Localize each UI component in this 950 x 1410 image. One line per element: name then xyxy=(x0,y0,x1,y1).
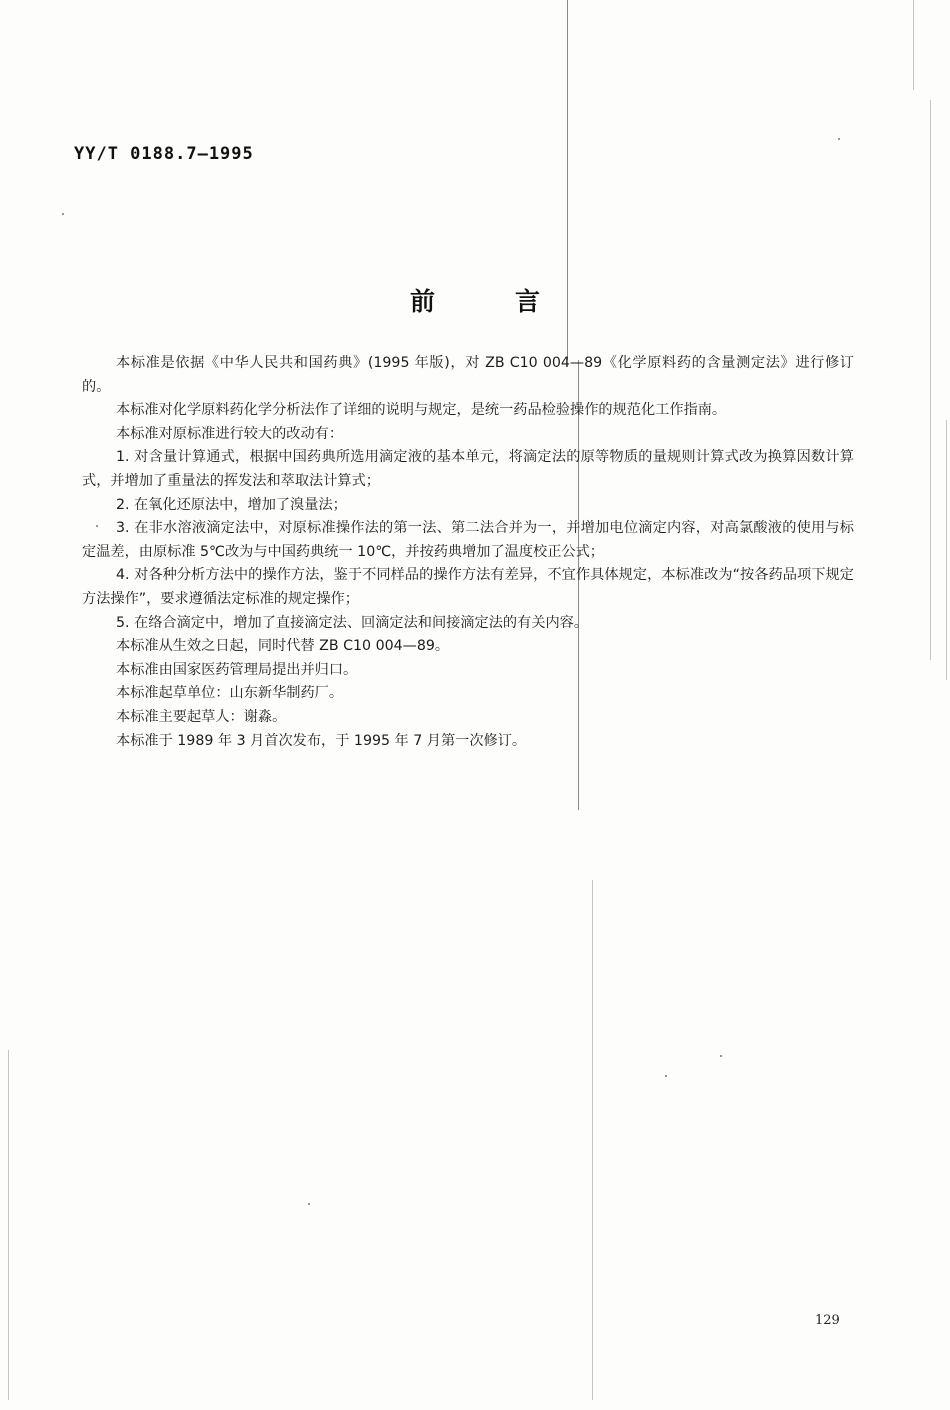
scan-artifact-dot xyxy=(838,138,840,140)
paragraph-scope: 本标准对化学原料药化学分析法作了详细的说明与规定，是统一药品检验操作的规范化工作指南。 xyxy=(116,402,727,419)
scan-artifact-dot xyxy=(308,1203,310,1205)
foreword-body xyxy=(82,352,854,753)
list-item-change-5: 5. 在络合滴定中，增加了直接滴定法、回滴定法和间接滴定法的有关内容。 xyxy=(116,614,589,631)
scan-artifact-line xyxy=(592,880,593,1400)
scan-artifact-line xyxy=(913,0,914,90)
list-item-change-2: 2. 在氧化还原法中，增加了溴量法； xyxy=(116,496,347,513)
paragraph-basis: 本标准是依据《中华人民共和国药典》(1995 年版)，对 ZB C10 004—89《化学原料药的含量测定法》进行修订的。 xyxy=(82,355,854,395)
list-item-change-1: 1. 对含量计算通式，根据中国药典所选用滴定液的基本单元，将滴定法的原等物质的量规则计算式改为换算因数计算式，并增加了重量法的挥发法和萃取法计算式； xyxy=(82,449,854,489)
paragraph-drafting-unit: 本标准起草单位：山东新华制药厂。 xyxy=(116,685,344,702)
scan-artifact-line xyxy=(930,100,931,660)
page-title: 前言 xyxy=(409,287,620,316)
scan-artifact-dot xyxy=(720,1055,722,1057)
list-item-change-3: 3. 在非水溶液滴定法中，对原标准操作法的第一法、第二法合并为一，并增加电位滴定内容，对高氯酸液的使用与标定温差，由原标准 5℃改为与中国药典统一 10℃，并按药典增加了温度校正公式； xyxy=(82,520,854,560)
paragraph-drafter: 本标准主要起草人：谢淼。 xyxy=(116,708,287,725)
scan-artifact-dot xyxy=(62,213,64,215)
scan-artifact-line xyxy=(8,1050,9,1400)
scan-artifact-line xyxy=(946,420,947,680)
list-item-change-4: 4. 对各种分析方法中的操作方法，鉴于不同样品的操作方法有差异，不宜作具体规定，本标准改为“按各药品项下规定方法操作”，要求遵循法定标准的规定操作； xyxy=(82,567,854,607)
paragraph-proposer: 本标准由国家医药管理局提出并归口。 xyxy=(116,661,358,678)
standard-code: YY/T 0188.7—1995 xyxy=(74,144,254,164)
paragraph-replaces: 本标准从生效之日起，同时代替 ZB C10 004—89。 xyxy=(116,638,450,655)
scan-artifact-dot xyxy=(665,1075,667,1077)
paragraph-history: 本标准于 1989 年 3 月首次发布，于 1995 年 7 月第一次修订。 xyxy=(116,732,527,749)
page-number: 129 xyxy=(815,1313,840,1328)
paragraph-changes-intro: 本标准对原标准进行较大的改动有： xyxy=(116,425,344,442)
